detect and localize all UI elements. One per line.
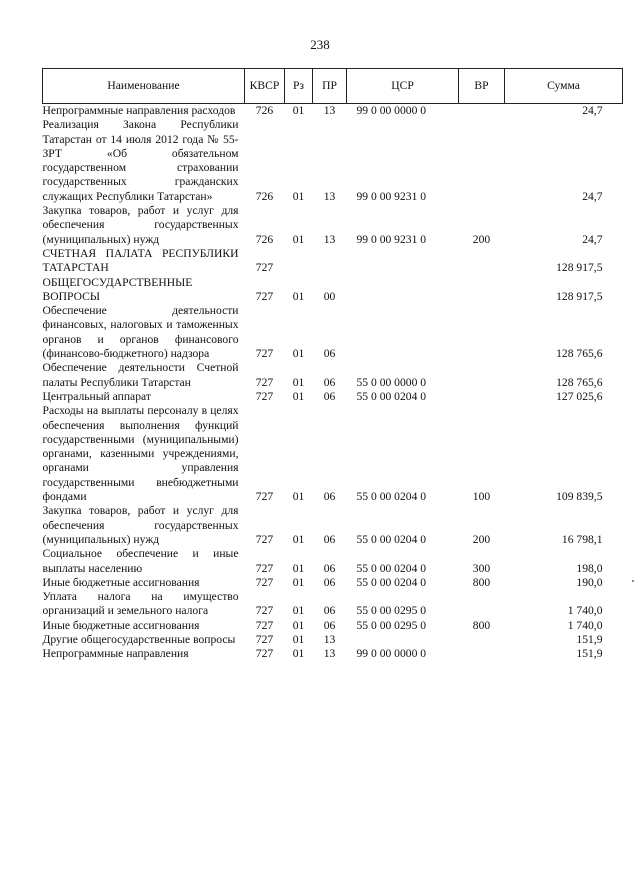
table-row — [43, 276, 623, 305]
row-pr: 06 — [323, 490, 336, 504]
table-row — [43, 204, 623, 247]
row-kvsr: 727 — [255, 575, 274, 589]
table-row — [43, 647, 623, 661]
row-pr: 06 — [323, 618, 336, 632]
row-csr: 99 0 00 9231 0 — [356, 189, 427, 203]
row-kvsr: 727 — [255, 375, 274, 389]
table-row — [43, 118, 623, 204]
row-pr: 06 — [323, 604, 336, 618]
row-csr: 99 0 00 9231 0 — [356, 232, 427, 246]
row-vr: 100 — [472, 490, 491, 504]
row-rz: 01 — [292, 575, 305, 589]
row-sum: 127 025,6 — [556, 389, 603, 403]
row-vr: 200 — [472, 232, 491, 246]
row-csr: 55 0 00 0204 0 — [356, 490, 427, 504]
table-row — [43, 390, 623, 404]
row-csr: 55 0 00 0295 0 — [356, 604, 427, 618]
row-vr — [459, 118, 505, 204]
table-body — [43, 104, 623, 662]
row-sum: 151,9 — [576, 647, 603, 661]
row-sum: 24,7 — [582, 189, 603, 203]
row-csr — [347, 304, 459, 361]
row-vr: 800 — [472, 575, 491, 589]
row-sum: 109 839,5 — [556, 490, 603, 504]
row-kvsr: 726 — [255, 104, 274, 117]
row-rz: 01 — [292, 232, 305, 246]
row-csr: 55 0 00 0000 0 — [356, 375, 427, 389]
row-sum: 1 740,0 — [567, 604, 603, 618]
row-csr — [347, 276, 459, 305]
row-kvsr: 727 — [255, 561, 274, 575]
row-csr: 55 0 00 0204 0 — [356, 561, 427, 575]
table-header — [43, 69, 623, 104]
table-row — [43, 404, 623, 504]
row-pr: 00 — [323, 289, 336, 303]
row-kvsr: 726 — [255, 189, 274, 203]
row-name: Закупка товаров, работ и услуг для обеспечения государственных (муниципальных) нужд — [42, 504, 239, 546]
row-kvsr: 727 — [255, 647, 274, 661]
row-pr: 06 — [323, 347, 336, 361]
row-kvsr: 727 — [255, 347, 274, 361]
row-sum: 128 917,5 — [556, 289, 603, 303]
row-kvsr: 727 — [255, 490, 274, 504]
row-pr: 06 — [323, 561, 336, 575]
table-row — [43, 590, 623, 619]
row-vr — [459, 361, 505, 390]
header-vr: ВР — [459, 69, 505, 104]
row-pr: 13 — [323, 632, 336, 646]
page-number: 238 — [310, 37, 330, 52]
row-csr: 99 0 00 0000 0 — [356, 647, 427, 661]
row-rz: 01 — [292, 618, 305, 632]
row-vr — [459, 647, 505, 661]
row-name: Центральный аппарат — [42, 389, 151, 403]
row-sum: 128 765,6 — [556, 347, 603, 361]
row-vr: 300 — [472, 561, 491, 575]
row-vr — [459, 247, 505, 276]
row-pr: 13 — [323, 104, 336, 117]
row-pr: 13 — [323, 647, 336, 661]
row-rz — [285, 247, 313, 276]
row-kvsr: 727 — [255, 604, 274, 618]
table-row — [43, 247, 623, 276]
row-name: Обеспечение деятельности Счетной палаты Республики Татарстан — [42, 361, 239, 389]
row-kvsr: 727 — [255, 532, 274, 546]
row-vr — [459, 304, 505, 361]
row-rz: 01 — [292, 389, 305, 403]
row-sum: 16 798,1 — [561, 532, 603, 546]
row-name: Закупка товаров, работ и услуг для обеспечения государственных (муниципальных) нужд — [42, 204, 239, 246]
table-row — [43, 576, 623, 590]
row-pr: 13 — [323, 232, 336, 246]
row-rz: 01 — [292, 647, 305, 661]
row-name: Непрограммные направления — [42, 647, 189, 661]
row-vr — [459, 590, 505, 619]
row-csr: 99 0 00 0000 0 — [356, 104, 427, 117]
row-rz: 01 — [292, 375, 305, 389]
row-sum: 24,7 — [582, 104, 603, 117]
row-kvsr: 727 — [255, 618, 274, 632]
row-rz: 01 — [292, 347, 305, 361]
table-row — [43, 547, 623, 576]
header-row — [43, 69, 623, 104]
row-csr: 55 0 00 0204 0 — [356, 389, 427, 403]
row-csr: 55 0 00 0295 0 — [356, 618, 427, 632]
row-pr: 13 — [323, 189, 336, 203]
row-csr — [347, 247, 459, 276]
row-pr: 06 — [323, 532, 336, 546]
row-pr: 06 — [323, 575, 336, 589]
row-rz: 01 — [292, 532, 305, 546]
table-row — [43, 304, 623, 361]
header-rz: Рз — [285, 69, 313, 104]
row-kvsr: 727 — [255, 389, 274, 403]
row-csr — [347, 633, 459, 647]
table-row — [43, 104, 623, 119]
row-vr: 200 — [472, 532, 491, 546]
row-rz: 01 — [292, 632, 305, 646]
row-vr — [459, 276, 505, 305]
row-pr — [313, 247, 347, 276]
table-row — [43, 619, 623, 633]
row-pr: 06 — [323, 375, 336, 389]
row-pr: 06 — [323, 389, 336, 403]
row-rz: 01 — [292, 189, 305, 203]
table-row — [43, 361, 623, 390]
header-sum: Сумма — [505, 69, 623, 104]
row-sum: 151,9 — [576, 632, 603, 646]
row-rz: 01 — [292, 490, 305, 504]
scan-speck — [632, 580, 634, 582]
table-row — [43, 504, 623, 547]
row-vr — [459, 390, 505, 404]
row-kvsr: 727 — [255, 289, 274, 303]
row-rz: 01 — [292, 289, 305, 303]
row-name: ОБЩЕГОСУДАРСТВЕННЫЕ ВОПРОСЫ — [42, 275, 193, 303]
header-name: Наименование — [43, 69, 245, 104]
row-name: Иные бюджетные ассигнования — [42, 575, 200, 589]
row-csr: 55 0 00 0204 0 — [356, 532, 427, 546]
row-vr: 800 — [472, 618, 491, 632]
row-vr — [459, 633, 505, 647]
row-name: Другие общегосударственные вопросы — [42, 632, 236, 646]
row-name: Обеспечение деятельности финансовых, налоговых и таможенных органов и органов финансового (финансово-бюджетного) надзора — [42, 304, 239, 361]
row-name: Реализация Закона Республики Татарстан от 14 июля 2012 года № 55-ЗРТ «Об обязательном государственном страховании государственных гражданских служащих Республики Татарстан» — [42, 118, 239, 203]
row-sum: 24,7 — [582, 232, 603, 246]
row-name: Расходы на выплаты персоналу в целях обеспечения выполнения функций государственными (муниципальными) органами, казенными учреждениями, органами управления государственными внебюджетными фондами — [42, 404, 239, 504]
header-pr: ПР — [313, 69, 347, 104]
row-name: Непрограммные направления расходов — [42, 104, 236, 117]
row-name: Уплата налога на имущество организаций и земельного налога — [42, 590, 239, 618]
row-csr: 55 0 00 0204 0 — [356, 575, 427, 589]
row-kvsr: 727 — [255, 261, 274, 275]
row-vr — [459, 104, 505, 119]
row-name: СЧЕТНАЯ ПАЛАТА РЕСПУБЛИКИ ТАТАРСТАН — [42, 246, 239, 275]
row-kvsr: 727 — [255, 632, 274, 646]
header-kvsr: КВСР — [245, 69, 285, 104]
row-sum: 128 917,5 — [556, 261, 603, 275]
budget-table — [42, 68, 623, 662]
row-name: Иные бюджетные ассигнования — [42, 618, 200, 632]
row-kvsr: 726 — [255, 232, 274, 246]
row-name: Социальное обеспечение и иные выплаты населению — [42, 547, 239, 575]
table-row — [43, 633, 623, 647]
row-sum: 1 740,0 — [567, 618, 603, 632]
row-sum: 128 765,6 — [556, 375, 603, 389]
row-rz: 01 — [292, 104, 305, 117]
row-rz: 01 — [292, 604, 305, 618]
row-rz: 01 — [292, 561, 305, 575]
row-sum: 190,0 — [576, 575, 603, 589]
row-sum: 198,0 — [576, 561, 603, 575]
header-csr: ЦСР — [347, 69, 459, 104]
